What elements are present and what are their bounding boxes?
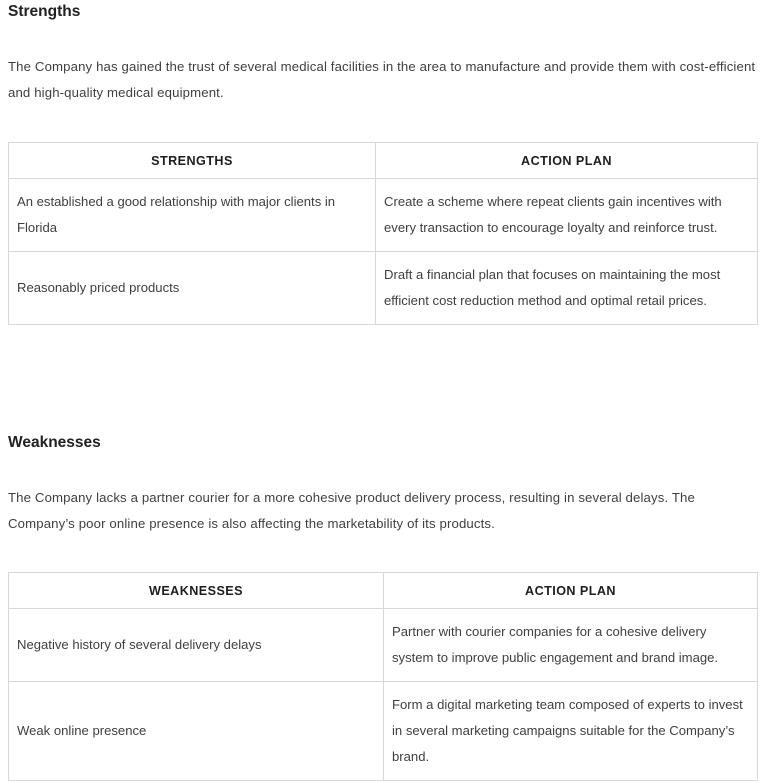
- strengths-action-plan-table: [8, 142, 758, 325]
- strength-action-plan: Create a scheme where repeat clients gain incentives with every transaction to encourage loyalty and reinforce trust.: [376, 179, 758, 252]
- strength-action-plan: Draft a financial plan that focuses on maintaining the most efficient cost reduction method and optimal retail prices.: [376, 252, 758, 325]
- table-header-row: [9, 143, 758, 179]
- column-header-weaknesses: WEAKNESSES: [9, 573, 384, 609]
- table-row: [9, 609, 758, 682]
- column-header-action-plan: ACTION PLAN: [384, 573, 758, 609]
- weaknesses-action-plan-table: [8, 572, 758, 781]
- page-title-strengths: Strengths: [8, 3, 81, 20]
- strengths-description: The Company has gained the trust of several medical facilities in the area to manufacture and provide them with cost-efficient and high-quality medical equipment.: [8, 59, 756, 100]
- strength-item: Reasonably priced products: [9, 252, 376, 325]
- table-row: [9, 682, 758, 781]
- table-row: [9, 252, 758, 325]
- weakness-item: Weak online presence: [9, 682, 384, 781]
- strength-item: An established a good relationship with major clients in Florida: [9, 179, 376, 252]
- weakness-action-plan: Partner with courier companies for a cohesive delivery system to improve public engagement and brand image.: [384, 609, 758, 682]
- weaknesses-description: The Company lacks a partner courier for a more cohesive product delivery process, resulting in several delays. The Company’s poor online presence is also affecting the marketability of its products.: [8, 490, 695, 531]
- column-header-strengths: STRENGTHS: [9, 143, 376, 179]
- table-header-row: [9, 573, 758, 609]
- weakness-action-plan: Form a digital marketing team composed of experts to invest in several marketing campaigns suitable for the Company’s brand.: [384, 682, 758, 781]
- page-title-weaknesses: Weaknesses: [8, 434, 101, 451]
- table-row: [9, 179, 758, 252]
- weakness-item: Negative history of several delivery delays: [9, 609, 384, 682]
- column-header-action-plan: ACTION PLAN: [376, 143, 758, 179]
